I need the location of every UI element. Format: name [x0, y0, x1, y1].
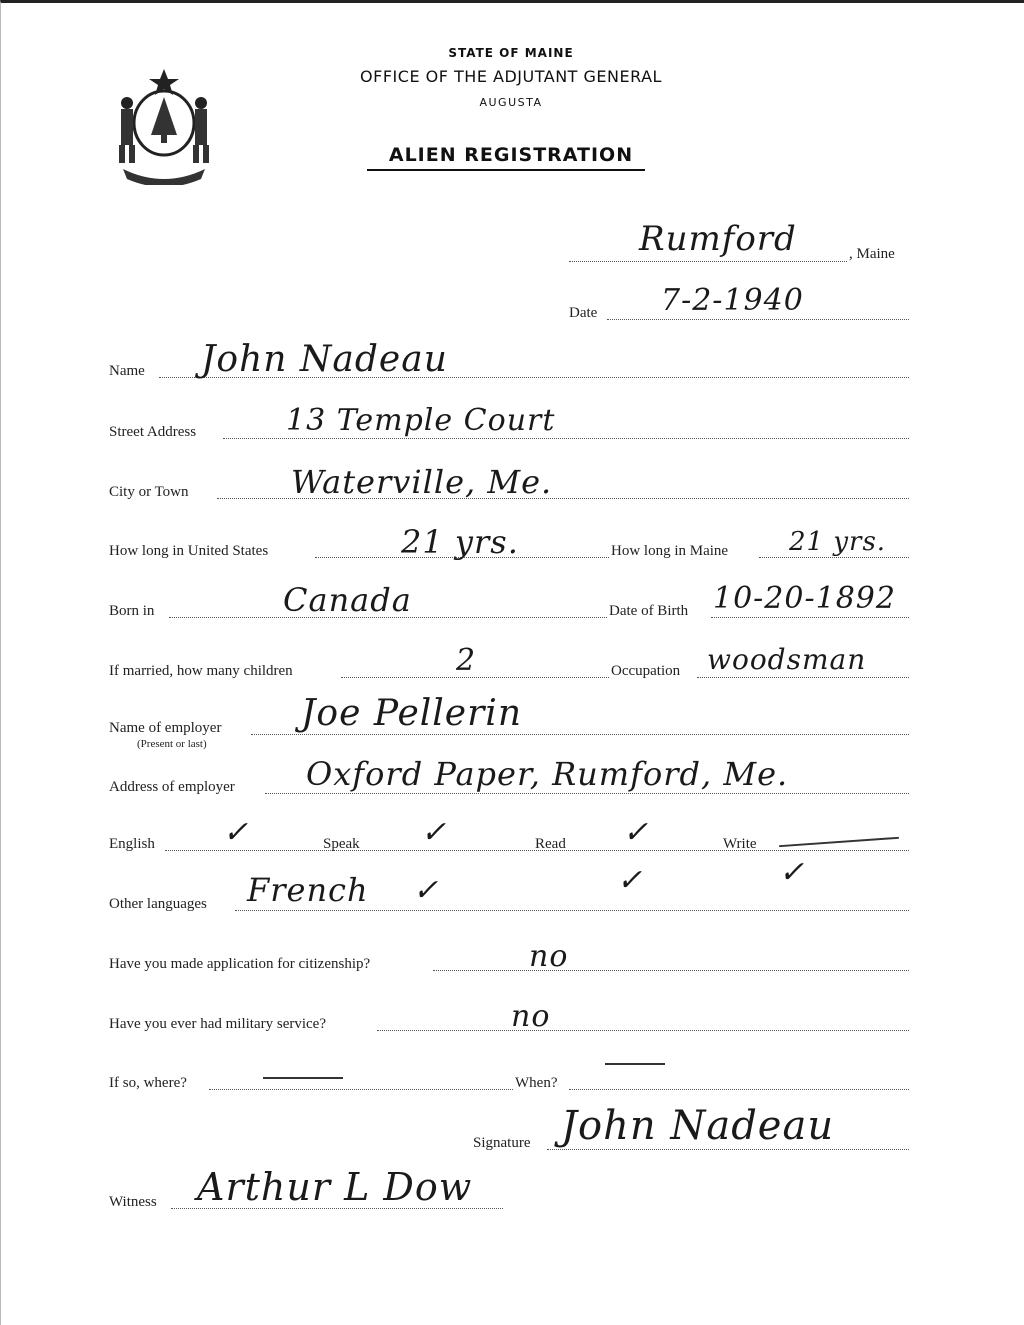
write-dash — [779, 837, 899, 847]
employer-value: Joe Pellerin — [301, 693, 523, 734]
where-dash — [263, 1077, 343, 1079]
street-line — [223, 438, 909, 439]
signature-value: John Nadeau — [561, 1103, 835, 1149]
dob-line — [711, 617, 909, 618]
other-languages-line — [235, 910, 909, 911]
read-check: ✓ — [623, 815, 650, 850]
english-check: ✓ — [223, 815, 250, 850]
other-write-check: ✓ — [779, 855, 806, 890]
date-label: Date — [569, 305, 598, 321]
office-heading: OFFICE OF THE ADJUTANT GENERAL — [360, 67, 662, 86]
city-heading: AUGUSTA — [479, 96, 543, 109]
children-label: If married, how many children — [109, 663, 293, 679]
employer-line — [251, 734, 909, 735]
write-label: Write — [723, 836, 757, 852]
maine-duration-line — [759, 557, 909, 558]
employer-label: Name of employer — [109, 720, 222, 736]
employer-sublabel: (Present or last) — [137, 738, 207, 750]
where-label: If so, where? — [109, 1075, 187, 1091]
military-label: Have you ever had military service? — [109, 1016, 326, 1032]
title-underline — [367, 169, 645, 171]
date-value: 7-2-1940 — [661, 283, 804, 318]
seal-scroll-text: MAINE — [146, 167, 179, 177]
street-label: Street Address — [109, 424, 197, 440]
where-line — [209, 1089, 513, 1090]
date-line — [607, 319, 909, 320]
dob-value: 10-20-1892 — [713, 581, 896, 616]
city-label: City or Town — [109, 484, 189, 500]
dob-label: Date of Birth — [609, 603, 689, 619]
place-suffix: , Maine — [849, 246, 895, 262]
signature-label: Signature — [473, 1135, 531, 1151]
military-line — [377, 1030, 909, 1031]
occupation-label: Occupation — [611, 663, 681, 679]
english-label: English — [109, 836, 155, 852]
witness-value: Arthur L Dow — [197, 1165, 473, 1209]
citizenship-line — [433, 970, 909, 971]
form-title: ALIEN REGISTRATION — [388, 144, 634, 166]
other-languages-value: French — [247, 871, 369, 909]
place-value: Rumford — [639, 219, 797, 259]
when-label: When? — [515, 1075, 558, 1091]
other-speak-check: ✓ — [413, 873, 440, 908]
place-line — [569, 261, 847, 262]
signature-line — [547, 1149, 909, 1150]
citizenship-value: no — [529, 939, 569, 974]
maine-duration-label: How long in Maine — [611, 543, 729, 559]
witness-label: Witness — [109, 1194, 157, 1210]
read-label: Read — [535, 836, 566, 852]
us-duration-label: How long in United States — [109, 543, 269, 559]
children-value: 2 — [456, 643, 477, 678]
occupation-value: woodsman — [707, 643, 867, 676]
employer-address-label: Address of employer — [109, 779, 235, 795]
occupation-line — [697, 677, 909, 678]
employer-address-value: Oxford Paper, Rumford, Me. — [306, 755, 789, 793]
speak-label: Speak — [323, 836, 360, 852]
when-dash — [605, 1063, 665, 1065]
street-value: 13 Temple Court — [286, 403, 556, 438]
speak-check: ✓ — [421, 815, 448, 850]
when-line — [569, 1089, 909, 1090]
name-value: John Nadeau — [201, 339, 448, 380]
state-heading: STATE OF MAINE — [448, 46, 574, 60]
us-duration-value: 21 yrs. — [401, 523, 519, 561]
military-value: no — [511, 999, 551, 1034]
employer-address-line — [265, 793, 909, 794]
other-languages-label: Other languages — [109, 896, 207, 912]
name-label: Name — [109, 363, 145, 379]
maine-duration-value: 21 yrs. — [789, 527, 887, 557]
born-label: Born in — [109, 603, 155, 619]
city-value: Waterville, Me. — [291, 463, 553, 501]
citizenship-label: Have you made application for citizenship? — [109, 956, 371, 972]
other-read-check: ✓ — [617, 863, 644, 898]
born-value: Canada — [283, 581, 412, 619]
